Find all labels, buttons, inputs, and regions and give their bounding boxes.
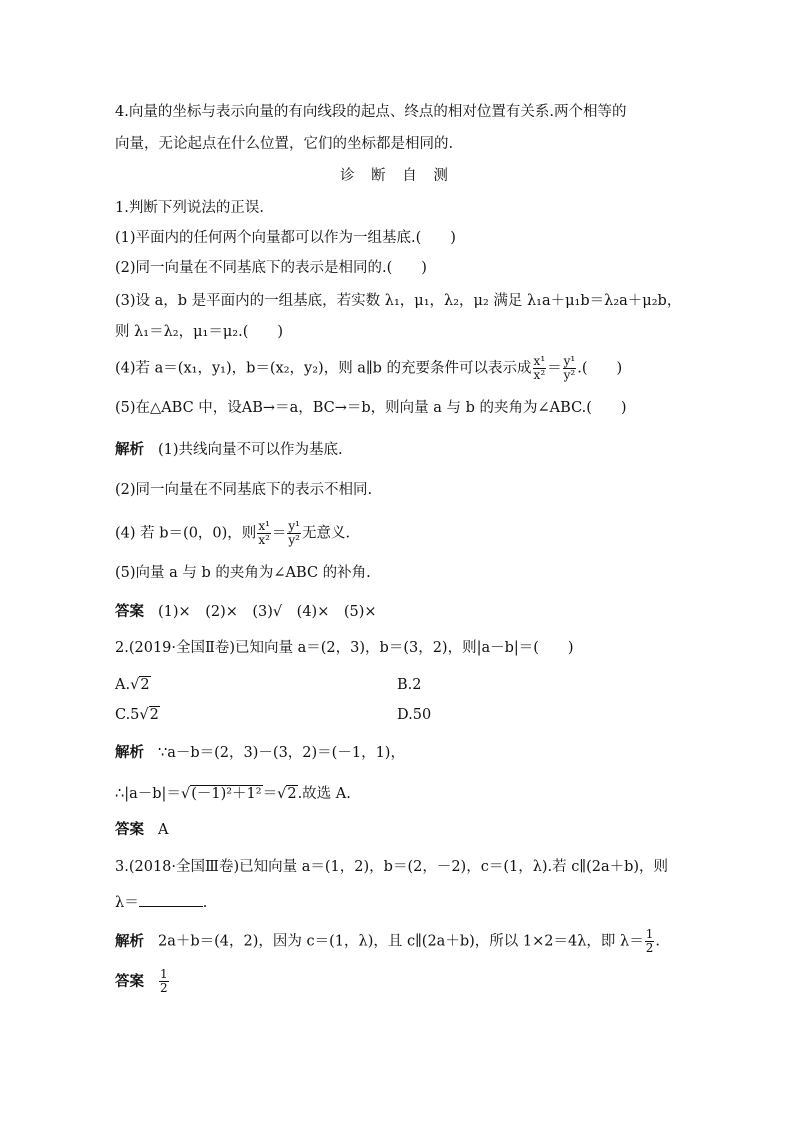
q1-answer (115, 602, 377, 622)
q2-radicand: (－1)²＋1² (191, 786, 262, 802)
q2-analysis-1-text: ∵a－b＝(2，3)－(3，2)＝(－1，1)， (158, 745, 405, 761)
q3-stem-tail: . (202, 895, 208, 911)
sqrt-sign: √ (180, 786, 191, 802)
q3-answer (115, 968, 170, 995)
q2-analysis-2-pre: ∴|a－b|＝ (115, 786, 181, 802)
q2-answer (115, 820, 168, 840)
q2-option-a (115, 675, 151, 695)
q2-option-d: D.50 (397, 707, 432, 723)
option-a-radicand: 2 (140, 677, 150, 693)
q3-stem-line-2 (115, 892, 207, 913)
answer-label: 答案 (115, 604, 144, 620)
q1-statement-1: (1)平面内的任何两个向量都可以作为一组基底.( ) (115, 230, 456, 246)
q1-analysis-4-tail: 无意义. (301, 525, 351, 542)
fraction-y (563, 355, 577, 382)
q3-analysis-tail: . (655, 933, 660, 950)
fraction-x-num: x¹ (533, 354, 546, 368)
fraction-x-num: x¹ (258, 519, 270, 533)
intro-line-2: 向量，无论起点在什么位置，它们的坐标都是相同的. (115, 136, 454, 152)
option-c-radicand: 2 (149, 707, 159, 723)
fraction-x-den: x² (533, 368, 546, 382)
q2-radicand-2: 2 (287, 786, 297, 802)
sqrt-sign: √ (277, 786, 287, 802)
option-a-label: A. (115, 677, 131, 693)
fraction-x (533, 355, 547, 382)
fraction-y-num: y¹ (563, 354, 576, 368)
q1-analysis-5: (5)向量 a 与 b 的夹角为∠ABC 的补角. (115, 565, 371, 581)
q3-analysis (115, 928, 660, 955)
q1-analysis-1-text: (1)共线向量不可以作为基底. (158, 442, 343, 458)
intro-line-1: 4.向量的坐标与表示向量的有向线段的起点、终点的相对位置有关系.两个相等的 (115, 104, 627, 120)
equals-sign: ＝ (271, 525, 287, 542)
analysis-label: 解析 (115, 745, 144, 761)
q1-statement-3-line-1: (3)设 a，b 是平面内的一组基底，若实数 λ₁，μ₁，λ₂，μ₂ 满足 λ₁a＋μ₁b＝λ₂a＋μ₂b， (115, 293, 682, 309)
q2-option-b: B.2 (397, 677, 422, 693)
answer-label: 答案 (115, 973, 144, 990)
q2-answer-text: A (158, 822, 169, 838)
fraction-answer-num: 1 (160, 967, 168, 981)
fraction-half-den: 2 (645, 941, 654, 955)
sqrt-sign: √ (130, 677, 140, 693)
q1-statement-3-line-2: 则 λ₁＝λ₂，μ₁＝μ₂.( ) (115, 324, 284, 340)
equals-sign: ＝ (262, 786, 278, 802)
fraction-answer (159, 968, 169, 995)
fraction-half (645, 928, 655, 955)
q3-lambda-label: λ＝ (115, 895, 139, 911)
analysis-label: 解析 (115, 442, 144, 458)
fraction-y-den: y² (563, 368, 576, 382)
q1-stem: 1.判断下列说法的正误. (115, 200, 264, 216)
q1-s4-text: (4)若 a＝(x₁，y₁)，b＝(x₂，y₂)，则 a∥b 的充要条件可以表示成 (115, 360, 532, 377)
q2-analysis-1 (115, 743, 405, 763)
q1-s4-tail: .( ) (577, 360, 623, 377)
q2-stem: 2.(2019·全国Ⅱ卷)已知向量 a＝(2，3)，b＝(3，2)，则|a－b|＝( ) (115, 640, 574, 656)
q1-analysis-4 (115, 520, 350, 547)
analysis-label: 解析 (115, 933, 144, 950)
fraction-x-den: x² (258, 533, 270, 547)
fraction-y-num: y¹ (288, 519, 300, 533)
fraction-y (287, 520, 301, 547)
q1-analysis-2: (2)同一向量在不同基底下的表示不相同. (115, 482, 373, 498)
equals-sign: ＝ (547, 360, 562, 377)
fraction-answer-den: 2 (160, 981, 168, 995)
fraction-y-den: y² (288, 533, 300, 547)
q3-stem-line-1: 3.(2018·全国Ⅲ卷)已知向量 a＝(1，2)，b＝(2，－2)，c＝(1，λ).若 c∥(2a＋b)，则 (115, 859, 669, 875)
q1-statement-2: (2)同一向量在不同基底下的表示是相同的.( ) (115, 260, 427, 276)
q1-analysis-1 (115, 440, 343, 460)
q1-answer-text: (1)× (2)× (3)√ (4)× (5)× (158, 604, 377, 620)
q3-analysis-text: 2a＋b＝(4，2)，因为 c＝(1，λ)，且 c∥(2a＋b)，所以 1×2＝4λ，即 λ＝ (158, 933, 644, 950)
q1-statement-4 (115, 355, 622, 382)
q2-option-c (115, 705, 160, 725)
q1-statement-5: (5)在△ABC 中，设AB→＝a，BC→＝b，则向量 a 与 b 的夹角为∠ABC.( ) (115, 400, 627, 416)
answer-label: 答案 (115, 822, 144, 838)
q1-analysis-4-text: (4) 若 b＝(0，0)，则 (115, 525, 257, 542)
q2-analysis-2 (115, 784, 351, 804)
fraction-half-num: 1 (645, 927, 654, 941)
option-c-label: C.5 (115, 707, 140, 723)
fraction-x (257, 520, 271, 547)
q2-analysis-2-tail: .故选 A. (297, 786, 351, 802)
sqrt-sign: √ (139, 707, 149, 723)
section-title: 诊 断 自 测 (340, 168, 454, 184)
answer-blank[interactable] (139, 892, 203, 907)
